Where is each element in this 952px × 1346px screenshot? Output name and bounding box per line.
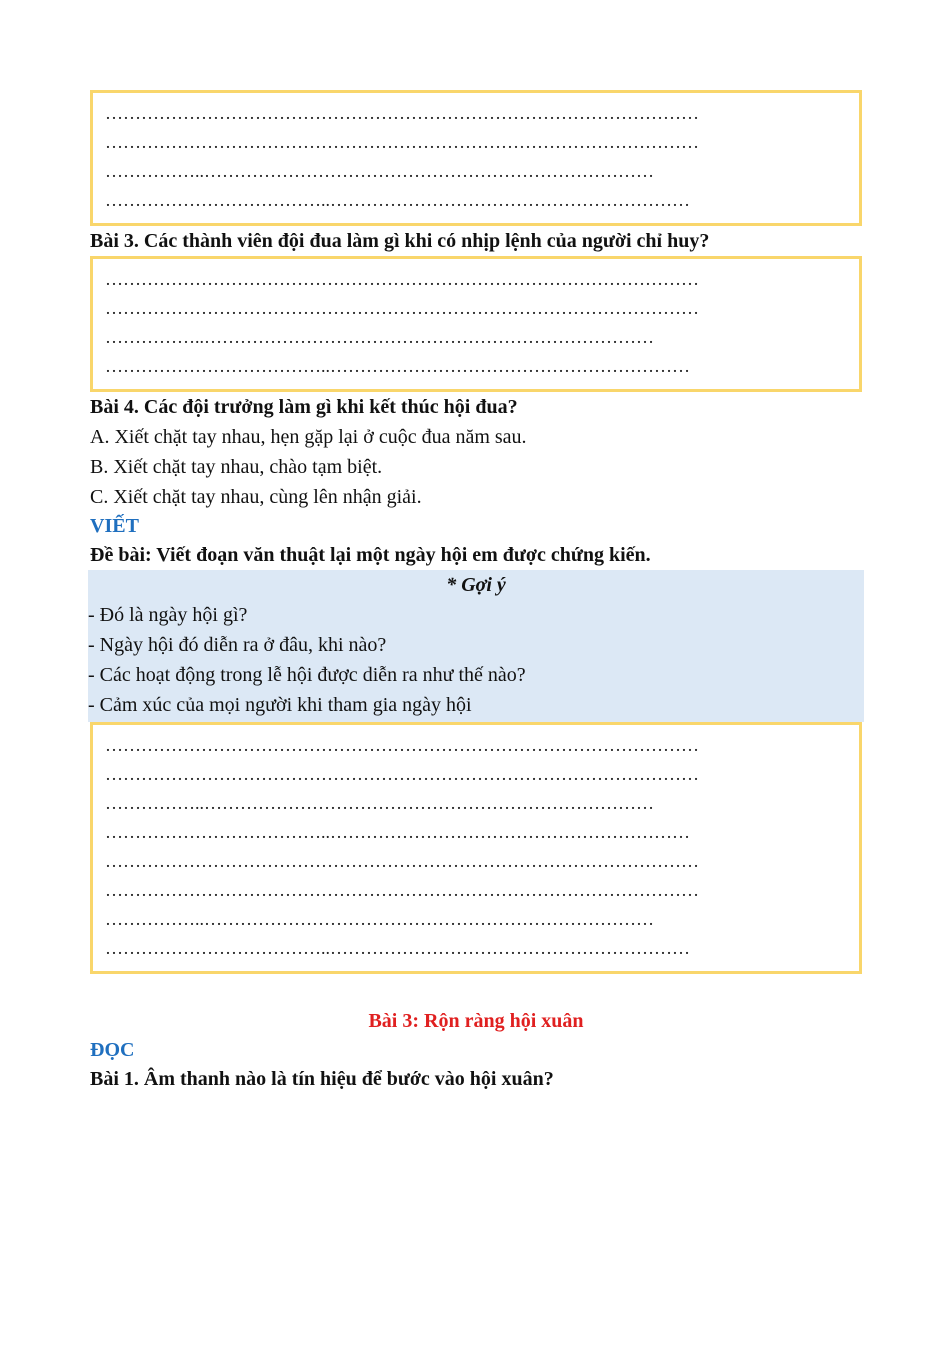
writing-prompt: Đề bài: Viết đoạn văn thuật lại một ngày hội em được chứng kiến. (90, 544, 651, 566)
answer-line: ………………………………..…………………………………………………… (105, 938, 690, 958)
section-heading-doc: ĐỌC (90, 1039, 135, 1061)
lesson-title: Bài 3: Rộn ràng hội xuân (368, 1010, 584, 1032)
answer-line: ……………………………………………………………………………………… (105, 298, 699, 318)
option-b: B. Xiết chặt tay nhau, chào tạm biệt. (90, 456, 383, 478)
option-a: A. Xiết chặt tay nhau, hẹn gặp lại ở cuộc đua năm sau. (90, 426, 527, 448)
worksheet-page (90, 90, 862, 1094)
answer-line: ……………………………………………………………………………………… (105, 851, 699, 871)
answer-line: ……………..………………………………………………………………… (105, 793, 654, 813)
answer-line: ……………………………………………………………………………………… (105, 132, 699, 152)
question-3: Bài 3. Các thành viên đội đua làm gì khi có nhịp lệnh của người chỉ huy? (90, 230, 710, 252)
answer-box-1[interactable] (90, 90, 862, 226)
answer-line: ………………………………..…………………………………………………… (105, 822, 690, 842)
answer-box-2[interactable] (90, 256, 862, 392)
answer-line: ……………………………………………………………………………………… (105, 269, 699, 289)
section-heading-viet: VIẾT (90, 515, 139, 537)
hint-line: - Các hoạt động trong lễ hội được diễn ra như thế nào? (88, 664, 526, 686)
hint-line: - Ngày hội đó diễn ra ở đâu, khi nào? (88, 634, 387, 656)
answer-line: ……………………………………………………………………………………… (105, 103, 699, 123)
answer-line: ………………………………..…………………………………………………… (105, 190, 690, 210)
hint-title: * Gợi ý (446, 574, 506, 596)
answer-line: ………………………………..…………………………………………………… (105, 356, 690, 376)
answer-line: ……………..………………………………………………………………… (105, 909, 654, 929)
hint-panel (88, 570, 864, 722)
question-1: Bài 1. Âm thanh nào là tín hiệu để bước vào hội xuân? (90, 1068, 554, 1090)
question-4: Bài 4. Các đội trưởng làm gì khi kết thúc hội đua? (90, 396, 518, 418)
hint-line: - Đó là ngày hội gì? (88, 604, 248, 626)
answer-line: ……………………………………………………………………………………… (105, 880, 699, 900)
answer-line: ……………..………………………………………………………………… (105, 161, 654, 181)
answer-line: ……………..………………………………………………………………… (105, 327, 654, 347)
option-c: C. Xiết chặt tay nhau, cùng lên nhận giải. (90, 486, 422, 508)
answer-line: ……………………………………………………………………………………… (105, 764, 699, 784)
answer-box-3[interactable] (90, 722, 862, 974)
hint-line: - Cảm xúc của mọi người khi tham gia ngày hội (88, 694, 472, 716)
answer-line: ……………………………………………………………………………………… (105, 735, 699, 755)
